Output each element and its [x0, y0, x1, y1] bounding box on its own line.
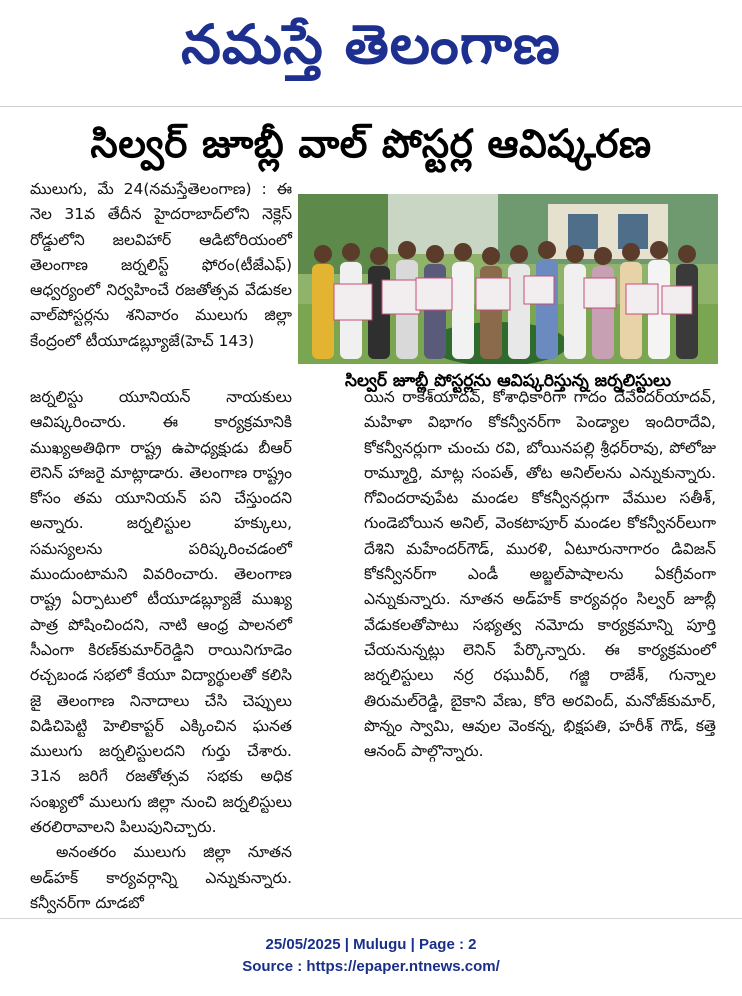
article-paragraph: యిన రాకేశ్‌యాదవ్, కోశాధికారిగా గాదం దేవేందర్‌యాదవ్, మహిళా విభాగం కోకన్వీనర్‌గా పెండ్యాల ఇందిరాదేవి, కోకన్వీనర్లుగా చుంచు రవి, బోయినపల్లి శ్రీధర్‌రావు, పోలోజు రామ్మూర్తి, మాట్ల సంపత్, తోట అనిల్‌లను ఎన్నుకున్నారు. గోవిందరావుపేట మండల కోకన్వీనర్లుగా వేముల సతీశ్, గుండెబోయిన అనిల్, వెంకటాపూర్ మండల కోకన్వీనర్‌లుగా దేశిని మహేందర్‌గౌడ్, మురళి, ఏటూరునాగారం డివిజన్ కోకన్వీనర్‌గా ఎండీ అబ్జల్‌పాషాలను ఏకగ్రీవంగా ఎన్నుకున్నారు. నూతన అడ్‌హక్ కార్యవర్గం సిల్వర్ జూబ్లీ వేడుకలతోపాటు సభ్యత్వ నమోదు కార్యక్రమాన్ని పూర్తి చేయనున్నట్లు లెనిన్ పేర్కొన్నారు. ఈ కార్యక్రమంలో జర్నలిస్టులు నర్ర రఘువీర్, గజ్జి రాజేశ్, గున్నాల తిరుమల్‌రెడ్డి, బైకాని వేణు, కోరె అరవింద్, మనోజ్‌కుమార్, పొన్నం స్వామి, ఆవుల వెంకన్న, భిక్షపతి, హరీశ్ గౌడ్, కత్తె ఆనంద్ పాల్గొన్నారు. [364, 388, 716, 761]
article-left-column [30, 385, 292, 916]
article-paragraph: అనంతరం ములుగు జిల్లా నూతన అడ్‌హక్ కార్యవర్గాన్ని ఎన్నుకున్నారు. కన్వీనర్‌గా దూడబో [30, 843, 292, 912]
article-intro: ములుగు, మే 24(నమస్తేతెలంగాణ) : ఈ నెల 31వ తేదీన హైదరాబాద్‌లోని నెక్లెస్ రోడ్డులోని జలవిహార్ ఆడిటోరియంలో తెలంగాణ జర్నలిస్ట్ ఫోరం(టీజేఎఫ్) ఆధ్వర్యంలో నిర్వహించే రజతోత్సవ వేడుకల వాల్‌పోస్టర్లను శనివారం ములుగు జిల్లా కేంద్రంలో టీయూడబ్ల్యూజే(హెచ్ 143) [30, 180, 292, 350]
article-intro-column [30, 177, 292, 354]
masthead [0, 0, 742, 104]
article-right-column [364, 385, 716, 764]
article-photo [298, 194, 718, 364]
journalists-group-photo [298, 194, 718, 364]
photo-caption: సిల్వర్ జూబ్లీ పోస్టర్లను ఆవిష్కరిస్తున్న జర్నలిస్టులు [298, 366, 718, 396]
article-headline: సిల్వర్ జూబ్లీ వాల్ పోస్టర్ల ఆవిష్కరణ [90, 122, 652, 167]
edition-info: 25/05/2025 | Mulugu | Page : 2 [265, 936, 477, 953]
newspaper-logo: నమస్తే తెలంగాణ [181, 13, 561, 76]
source-link[interactable]: Source : https://epaper.ntnews.com/ [242, 958, 500, 975]
footer-divider [0, 918, 742, 919]
masthead-divider [0, 106, 742, 107]
article-paragraph: జర్నలిస్టు యూనియన్ నాయకులు ఆవిష్కరించారు. ఈ కార్యక్రమానికి ముఖ్యఅతిథిగా రాష్ట్ర ఉపాధ్యక్షుడు బీఆర్ లెనిన్ హాజరై మాట్లాడారు. తెలంగాణ రాష్ట్రం కోసం తమ యూనియన్ పని చేస్తుందని అన్నారు. జర్నలిస్టుల హక్కులు, సమస్యలను పరిష్కరించడంలో ముందుంటామని వివరించారు. తెలంగాణ రాష్ట్ర ఏర్పాటులో టీయూడబ్ల్యూజే ముఖ్య పాత్ర పోషించిందని, నాటి ఆంధ్ర పాలనలో సీఎంగా కిరణ్‌కుమార్‌రెడ్డిని రాయినిగూడెం రచ్చబండ సభలో కేయూ విద్యార్థులతో కలిసి జై తెలంగాణ నినాదాలు చేసి చెప్పులు విడిచిపెట్టి హెలికాప్టర్ ఎక్కించిన ఘనత ములుగు జర్నలిస్టులదని గుర్తు చేశారు. 31న జరిగే రజతోత్సవ సభకు అధిక సంఖ్యలో ములుగు జిల్లా నుంచి జర్నలిస్టులు తరలిరావాలని పిలుపునిచ్చారు. [30, 388, 292, 837]
